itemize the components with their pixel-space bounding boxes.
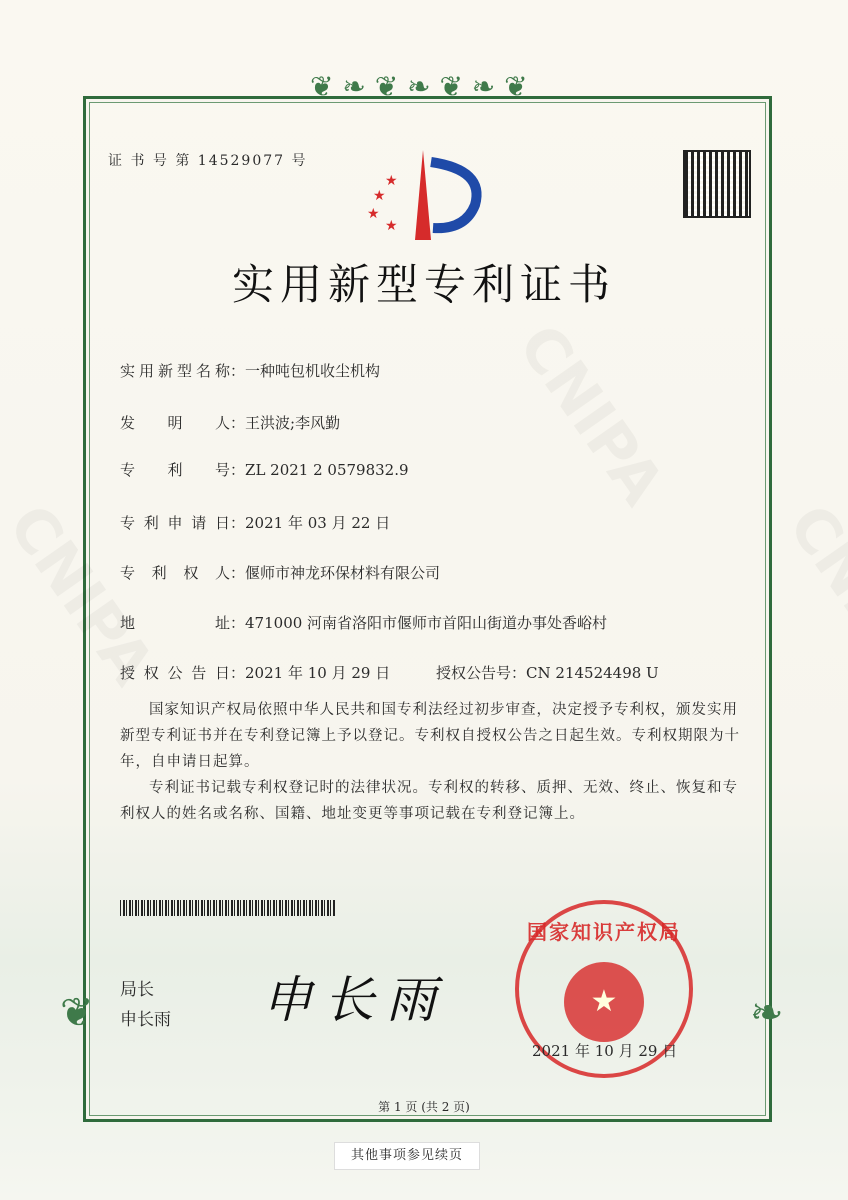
national-emblem-icon: ★	[564, 962, 644, 1042]
continuation-note: 其他事项参见续页	[334, 1142, 480, 1170]
svg-text:★: ★	[367, 206, 380, 222]
field-address: 地址：471000 河南省洛阳市偃师市首阳山街道办事处香峪村	[120, 614, 608, 632]
field-application-date: 专利申请日：2021 年 03 月 22 日	[120, 514, 391, 532]
field-patentee: 专利权人：偃师市神龙环保材料有限公司	[120, 564, 441, 582]
svg-text:★: ★	[385, 218, 398, 234]
svg-text:★: ★	[373, 188, 386, 204]
director-title: 局长	[120, 980, 154, 1000]
field-patent-number: 专利号：ZL 2021 2 0579832.9	[120, 461, 409, 479]
director-name: 申长雨	[120, 1010, 171, 1030]
seal-date: 2021 年 10 月 29 日	[532, 1042, 678, 1060]
qr-code	[683, 150, 751, 218]
certificate-number: 证 书 号 第 14529077 号	[108, 153, 308, 169]
field-name: 实用新型名称：一种吨包机收尘机构	[120, 362, 381, 380]
ornament-top-icon: ❦ ❧ ❦ ❧ ❦ ❧ ❦	[310, 70, 528, 103]
paragraph-legal-status: 专利证书记载专利权登记时的法律状况。专利权的转移、质押、无效、终止、恢复和专利权人的姓名或名称、国籍、地址变更等事项记载在专利登记簿上。	[120, 780, 738, 822]
ornament-bottom-left-icon: ❦	[60, 990, 94, 1036]
seal-text: 国家知识产权局	[527, 920, 681, 944]
page-info: 第 1 页 (共 2 页)	[378, 1100, 470, 1114]
page-title: 实用新型专利证书	[231, 260, 616, 309]
svg-text:★: ★	[385, 173, 398, 189]
watermark	[774, 492, 848, 697]
paragraph-grant: 国家知识产权局依照中华人民共和国专利法经过初步审查，决定授予专利权，颁发实用新型专利证书并在专利登记簿上予以登记。专利权自授权公告之日起生效。专利权期限为十年，自申请日起算。	[120, 702, 740, 770]
field-grant-date: 授权公告日：2021 年 10 月 29 日	[120, 664, 391, 682]
cnipa-logo-icon	[365, 150, 490, 245]
field-inventor: 发明人：王洪波;李风勤	[120, 414, 341, 432]
director-signature: 申长雨	[262, 971, 448, 1029]
ornament-bottom-right-icon: ❧	[750, 990, 784, 1036]
field-announcement-number: 授权公告号：CN 214524498 U	[436, 664, 659, 682]
barcode	[120, 900, 335, 916]
